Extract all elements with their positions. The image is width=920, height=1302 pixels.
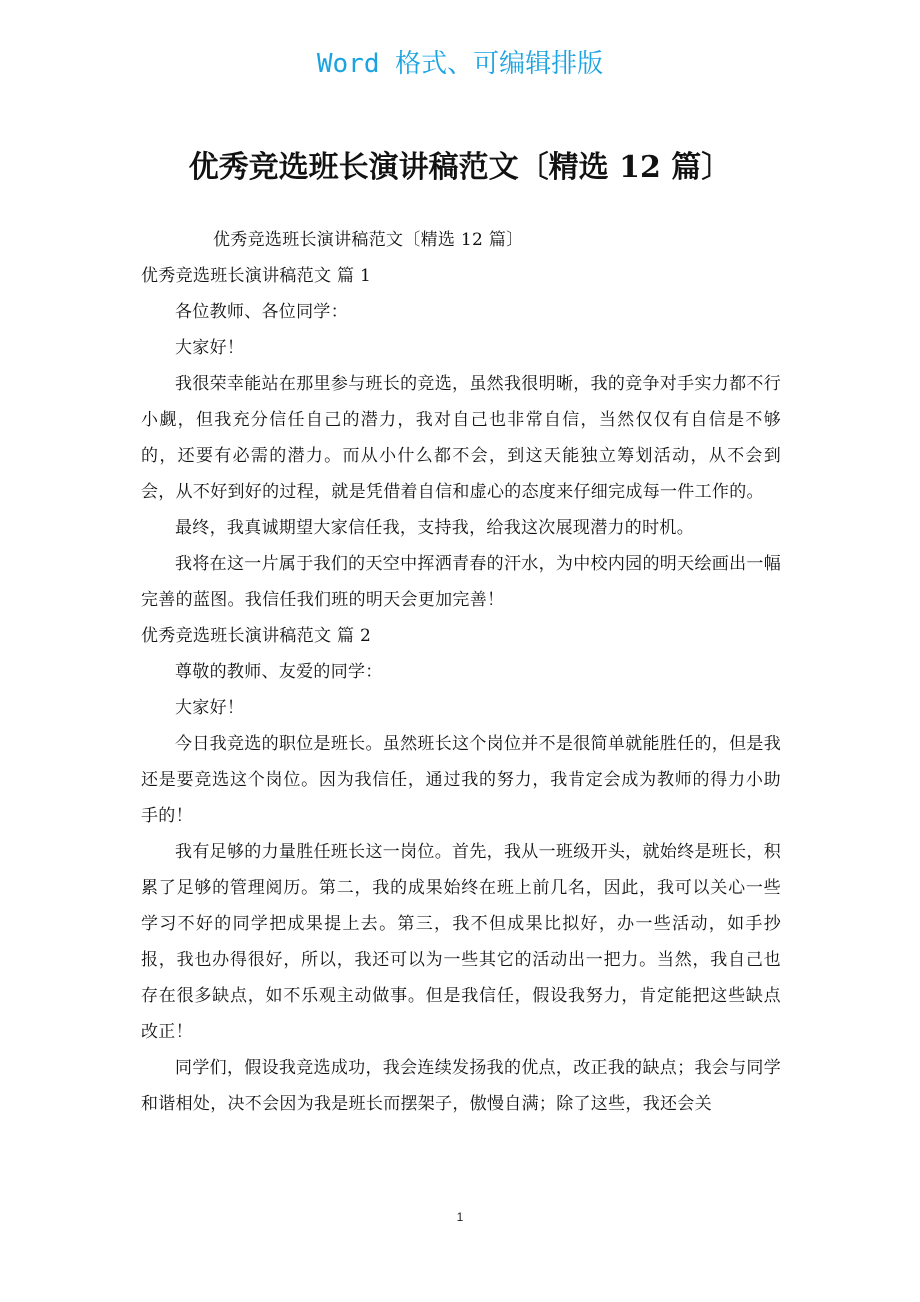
salutation: 各位教师、各位同学： <box>175 302 348 322</box>
body-paragraph: 同学们，假设我竞选成功，我会连续发扬我的优点，改正我的缺点；我会与同学和谐相处，决不会因为我是班长而摆架子，傲慢自满；除了这些，我还会关 <box>141 1058 781 1114</box>
body-paragraph: 最终，我真诚期望大家信任我，支持我，给我这次展现潜力的时机。 <box>175 518 694 538</box>
page-number: 1 <box>456 1210 464 1224</box>
document-body <box>141 222 781 1122</box>
greeting: 大家好！ <box>175 338 245 358</box>
section-heading-2: 优秀竞选班长演讲稿范文 篇 2 <box>141 626 372 646</box>
document-title: 优秀竞选班长演讲稿范文〔精选 12 篇〕 <box>188 150 732 185</box>
body-paragraph: 我有足够的力量胜任班长这一岗位。首先，我从一班级开头，就始终是班长，积累了足够的管理阅历。第二，我的成果始终在班上前几名，因此，我可以关心一些学习不好的同学把成果提上去。第三，我不但成果比拟好，办一些活动，如手抄报，我也办得很好，所以，我还可以为一些其它的活动出一把力。当然，我自己也存在很多缺点，如不乐观主动做事。但是我信任，假设我努力，肯定能把这些缺点改正！ <box>141 842 781 1042</box>
word-format-banner: Word 格式、可编辑排版 <box>316 49 604 79</box>
body-paragraph: 今日我竞选的职位是班长。虽然班长这个岗位并不是很简单就能胜任的，但是我还是要竞选这个岗位。因为我信任，通过我的努力，我肯定会成为教师的得力小助手的！ <box>141 734 781 826</box>
body-paragraph: 我很荣幸能站在那里参与班长的竞选，虽然我很明晰，我的竞争对手实力都不行小觑，但我充分信任自己的潜力，我对自己也非常自信，当然仅仅有自信是不够的，还要有必需的潜力。而从小什么都不会，到这天能独立筹划活动，从不会到会，从不好到好的过程，就是凭借着自信和虚心的态度来仔细完成每一件工作的。 <box>141 374 781 502</box>
greeting: 大家好！ <box>175 698 245 718</box>
body-paragraph: 我将在这一片属于我们的天空中挥洒青春的汗水，为中校内园的明天绘画出一幅完善的蓝图。我信任我们班的明天会更加完善！ <box>141 554 781 610</box>
section-heading-1: 优秀竞选班长演讲稿范文 篇 1 <box>141 266 372 286</box>
document-subtitle: 优秀竞选班长演讲稿范文〔精选 12 篇〕 <box>213 230 524 250</box>
salutation: 尊敬的教师、友爱的同学： <box>175 662 383 682</box>
